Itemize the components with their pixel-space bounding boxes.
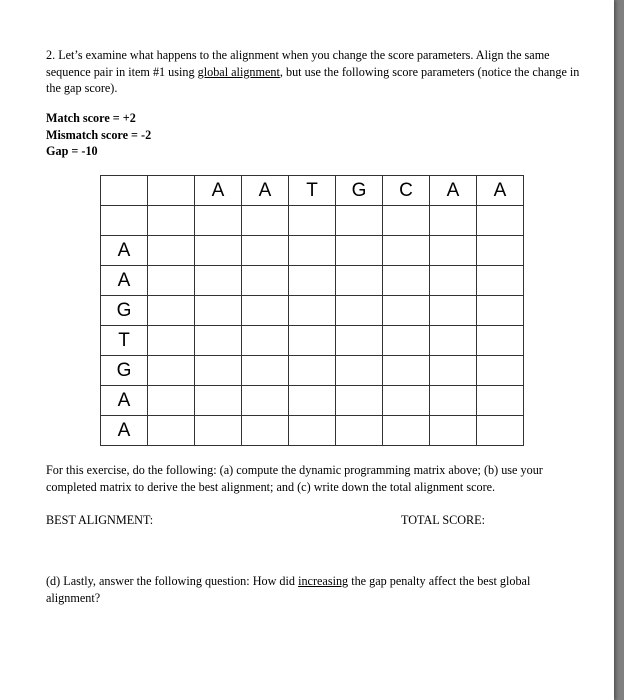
matrix-cell — [242, 416, 289, 446]
matrix-cell — [383, 236, 430, 266]
matrix-row — [101, 266, 524, 296]
global-alignment-link: global alignment — [197, 64, 280, 79]
question-intro — [46, 47, 581, 97]
matrix-cell — [242, 326, 289, 356]
matrix-cell — [148, 356, 195, 386]
matrix-row-label: G — [101, 296, 148, 326]
matrix-cell — [148, 236, 195, 266]
matrix-cell — [336, 236, 383, 266]
matrix-cell — [430, 206, 477, 236]
matrix-column-label: A — [195, 176, 242, 206]
matrix-cell — [477, 296, 524, 326]
matrix-cell — [242, 356, 289, 386]
matrix-cell — [383, 206, 430, 236]
matrix-cell — [477, 206, 524, 236]
matrix-row-label: A — [101, 266, 148, 296]
matrix-cell — [289, 416, 336, 446]
matrix-row-label: A — [101, 386, 148, 416]
matrix-column-label: T — [289, 176, 336, 206]
matrix-cell — [289, 236, 336, 266]
matrix-cell — [242, 296, 289, 326]
question-part1: (d) Lastly, answer the following question: How did — [46, 574, 299, 588]
matrix-cell — [148, 326, 195, 356]
matrix-cell — [477, 266, 524, 296]
matrix-cell — [336, 206, 383, 236]
matrix-cell — [148, 296, 195, 326]
matrix-cell — [336, 356, 383, 386]
matrix-header-row — [101, 176, 524, 206]
matrix-cell — [148, 416, 195, 446]
matrix-cell — [477, 386, 524, 416]
question-part2: the gap penalty affect the best global alignment? — [46, 574, 531, 605]
matrix-cell — [289, 356, 336, 386]
matrix-column-label: G — [336, 176, 383, 206]
matrix-row — [101, 236, 524, 266]
matrix-cell — [289, 266, 336, 296]
matrix-row-label: G — [101, 356, 148, 386]
matrix-cell — [430, 356, 477, 386]
matrix-cell — [383, 416, 430, 446]
matrix-row — [101, 356, 524, 386]
dp-matrix — [100, 175, 524, 446]
matrix-empty-row-label — [101, 206, 148, 236]
matrix-cell — [336, 326, 383, 356]
exercise-instructions: For this exercise, do the following: (a) compute the dynamic programming matrix above; (b) use your completed matrix to derive the best alignment; and (c) write down the total alignment score. — [46, 463, 543, 494]
matrix-column-label: A — [477, 176, 524, 206]
match-score: Match score = +2 — [46, 111, 136, 125]
matrix-row — [101, 416, 524, 446]
matrix-cell — [383, 326, 430, 356]
matrix-cell — [195, 266, 242, 296]
matrix-cell — [430, 326, 477, 356]
matrix-cell — [477, 356, 524, 386]
matrix-cell — [383, 266, 430, 296]
matrix-cell — [195, 386, 242, 416]
final-question — [46, 573, 576, 606]
matrix-row — [101, 326, 524, 356]
matrix-column-label: C — [383, 176, 430, 206]
matrix-cell — [430, 416, 477, 446]
matrix-cell — [336, 386, 383, 416]
matrix-row — [101, 296, 524, 326]
matrix-cell — [195, 206, 242, 236]
matrix-column-label: A — [242, 176, 289, 206]
intro-text-part1: 2. Let’s examine what happens to the alignment when you change the score parameters. Align the same sequence pair in item #1 using — [46, 48, 550, 79]
matrix-cell — [195, 236, 242, 266]
matrix-cell — [477, 236, 524, 266]
matrix-cell — [289, 326, 336, 356]
matrix-row-label: A — [101, 416, 148, 446]
matrix-cell — [336, 296, 383, 326]
matrix-cell — [242, 236, 289, 266]
mismatch-score: Mismatch score = -2 — [46, 127, 152, 142]
matrix-corner-cell — [101, 176, 148, 206]
matrix-cell — [430, 266, 477, 296]
matrix-cell — [195, 356, 242, 386]
matrix-column-label: A — [430, 176, 477, 206]
matrix-cell — [148, 206, 195, 236]
increasing-emphasis: increasing — [298, 574, 349, 588]
matrix-cell — [383, 296, 430, 326]
intro-text-part2: , but use the following score parameters (notice the change in the gap score). — [46, 64, 580, 96]
best-alignment-label: BEST ALIGNMENT: — [46, 513, 154, 527]
matrix-empty-header-cell — [148, 176, 195, 206]
matrix-cell — [242, 386, 289, 416]
matrix-cell — [383, 386, 430, 416]
matrix-cell — [336, 266, 383, 296]
matrix-cell — [289, 386, 336, 416]
matrix-cell — [289, 206, 336, 236]
matrix-cell — [477, 326, 524, 356]
matrix-cell — [430, 296, 477, 326]
matrix-init-row — [101, 206, 524, 236]
matrix-cell — [148, 266, 195, 296]
matrix-cell — [242, 206, 289, 236]
matrix-row — [101, 386, 524, 416]
matrix-row-label: A — [101, 236, 148, 266]
matrix-cell — [242, 266, 289, 296]
matrix-cell — [477, 416, 524, 446]
matrix-cell — [383, 356, 430, 386]
matrix-cell — [289, 296, 336, 326]
matrix-cell — [195, 416, 242, 446]
matrix-cell — [195, 296, 242, 326]
score-parameters — [46, 110, 151, 160]
total-score-label: TOTAL SCORE: — [401, 513, 486, 527]
matrix-row-label: T — [101, 326, 148, 356]
matrix-cell — [195, 326, 242, 356]
gap-score: Gap = -10 — [46, 144, 98, 159]
matrix-cell — [430, 236, 477, 266]
matrix-cell — [336, 416, 383, 446]
matrix-cell — [430, 386, 477, 416]
matrix-cell — [148, 386, 195, 416]
